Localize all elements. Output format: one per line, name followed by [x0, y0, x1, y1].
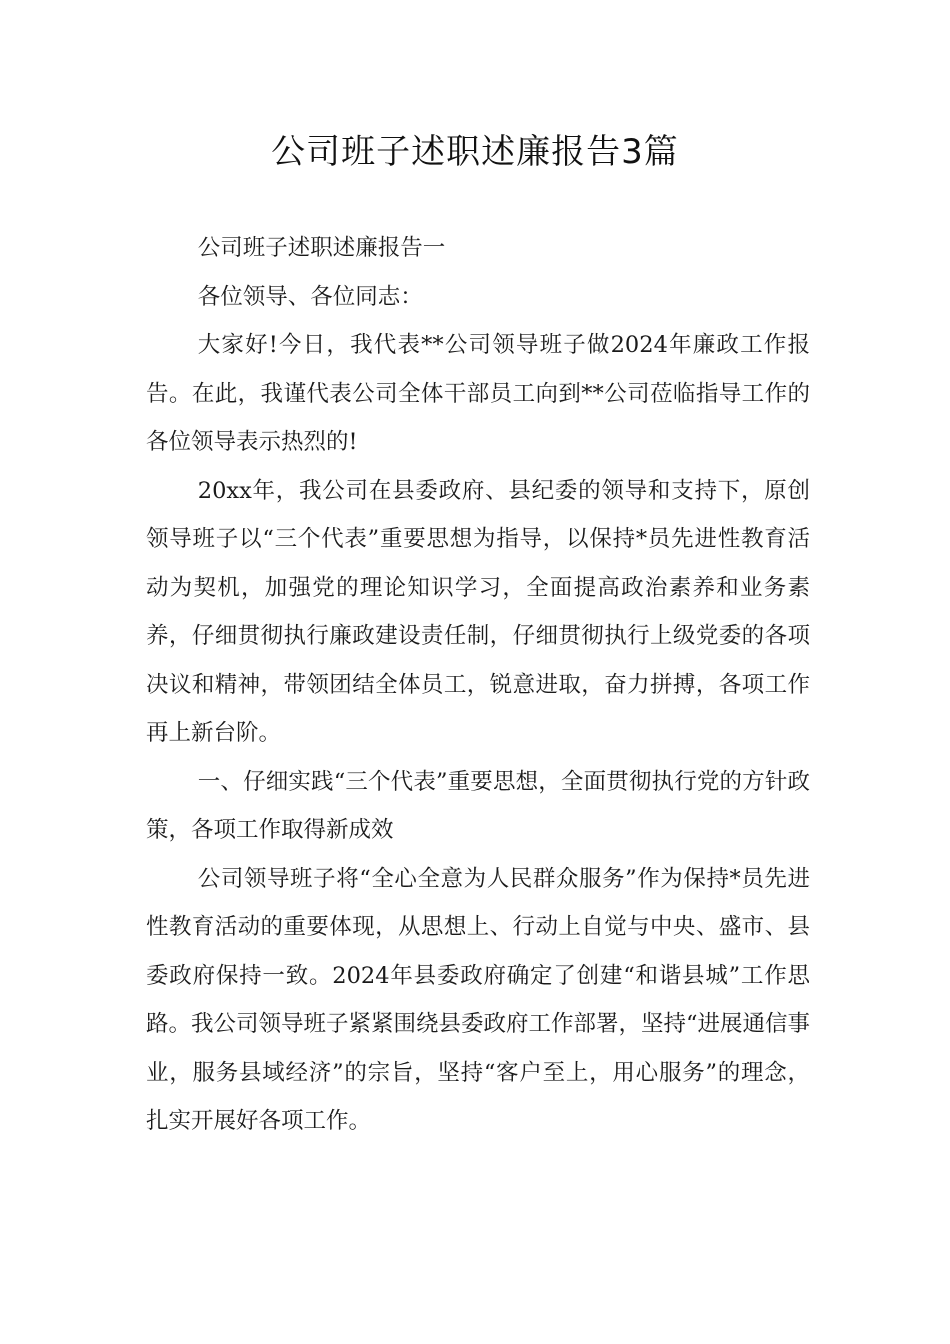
document-body — [146, 224, 810, 1146]
paragraph-salutation: 各位领导、各位同志： — [197, 283, 423, 310]
paragraph-heading: 公司班子述职述廉报告一 — [197, 235, 446, 261]
paragraph-section-one-body: 公司领导班子将“全心全意为人民群众服务”作为保持*员先进性教育活动的重要体现，从思想上、行动上自觉与中央、盛市、县委政府保持一致。2024年县委政府确定了创建“和谐县城”工作思路。我公司领导班子紧紧围绕县委政府工作部署，坚持“进展通信事业，服务县域经济”的宗旨，坚持“客户至上，用心服务”的理念，扎实开展好各项工作。 — [146, 865, 811, 1134]
paragraph-greeting: 大家好!今日，我代表**公司领导班子做2024年廉政工作报告。在此，我谨代表公司全体干部员工向到**公司莅临指导工作的各位领导表示热烈的! — [146, 332, 810, 455]
paragraph-section-one-heading: 一、仔细实践“三个代表”重要思想，全面贯彻执行党的方针政策，各项工作取得新成效 — [146, 768, 810, 843]
document-title: 公司班子述职述廉报告3篇 — [271, 132, 679, 172]
paragraph-overview: 20xx年，我公司在县委政府、县纪委的领导和支持下，原创领导班子以“三个代表”重要思想为指导，以保持*员先进性教育活动为契机，加强党的理论知识学习，全面提高政治素养和业务素养，仔细贯彻执行廉政建设责任制，仔细贯彻执行上级党委的各项决议和精神，带领团结全体员工，锐意进取，奋力拼搏，各项工作再上新台阶。 — [146, 477, 810, 746]
